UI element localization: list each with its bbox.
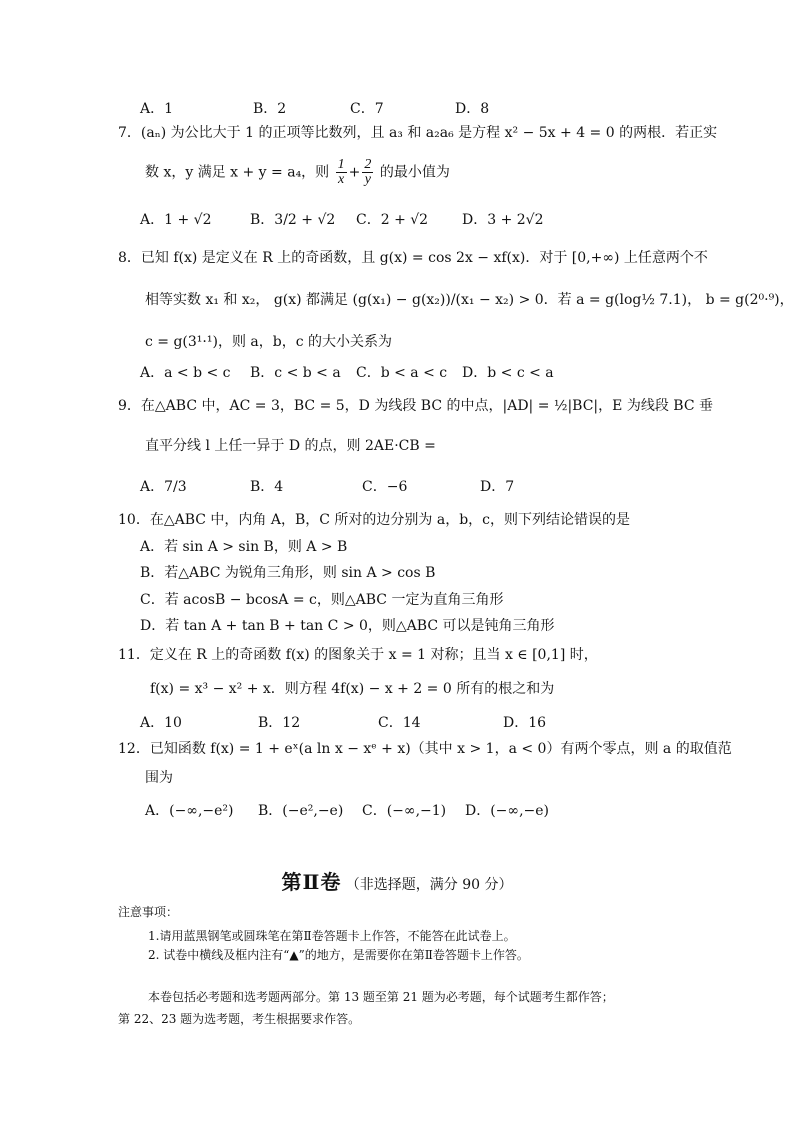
q9-option-d: D．7 [480, 479, 515, 495]
q11-stem-line1: 11．定义在 R 上的奇函数 f(x) 的图象关于 x = 1 对称；且当 x ∈ [0,1] 时， [118, 647, 598, 663]
q9-option-b: B．4 [250, 479, 284, 495]
q7-option-c: C．2 + √2 [356, 212, 429, 228]
q7-option-a: A．1 + √2 [140, 212, 212, 228]
q7-option-d: D．3 + 2√2 [462, 212, 544, 228]
q7-stem-line2-pre: 数 x，y 满足 x + y = a₄，则 [145, 164, 330, 181]
q7-option-b: B．3/2 + √2 [250, 212, 336, 228]
q12-option-a: A．(−∞,−e²) [145, 803, 234, 819]
q12-stem-line1: 12．已知函数 f(x) = 1 + eˣ(a ln x − xᵉ + x)（其中 x > 1，a < 0）有两个零点，则 a 的取值范 [118, 741, 732, 757]
q10-option-c: C．若 acosB − bcosA = c，则△ABC 一定为直角三角形 [140, 592, 504, 608]
q7-stem-line1: 7．(aₙ) 为公比大于 1 的正项等比数列，且 a₃ 和 a₂a₆ 是方程 x² − 5x + 4 = 0 的两根．若正实 [118, 125, 718, 141]
q9-stem-line1: 9．在△ABC 中，AC = 3，BC = 5，D 为线段 BC 的中点，|AD| = ½|BC|，E 为线段 BC 垂 [118, 398, 713, 414]
q11-option-a: A．10 [140, 715, 182, 731]
q7-fraction-1-over-x: $\frac{1}{x}$ [337, 157, 345, 187]
q7-fraction-2-over-y: $\frac{2}{y}$ [364, 157, 372, 187]
q10-option-a: A．若 sin A > sin B，则 A > B [140, 539, 348, 555]
q10-option-d: D．若 tan A + tan B + tan C > 0，则△ABC 可以是钝角三角形 [140, 618, 555, 634]
q10-option-b: B．若△ABC 为锐角三角形，则 sin A > cos B [140, 565, 436, 581]
q9-option-a: A．7/3 [140, 479, 187, 495]
q9-stem-line2: 直平分线 l 上任一异于 D 的点，则 2AE·CB = [145, 438, 436, 454]
q11-option-b: B．12 [258, 715, 301, 731]
section-intro-line1: 本卷包括必考题和选考题两部分。第 13 题至第 21 题为必考题，每个试题考生都作答； [148, 990, 614, 1004]
q8-option-a: A．a < b < c [140, 365, 231, 381]
q9-option-c: C．−6 [362, 479, 408, 495]
q8-option-b: B．c < b < a [250, 365, 341, 381]
notes-heading: 注意事项： [118, 905, 179, 919]
q7-stem-line2: 数 x，y 满足 x + y = a₄，则 $\frac{1}{x}$ + $\frac{2}{y}$ 的最小值为 [145, 157, 450, 187]
q6-option-a: A．1 [140, 101, 174, 117]
q8-option-d: D．b < c < a [462, 365, 554, 381]
q6-option-d: D．8 [455, 101, 490, 117]
q11-option-c: C．14 [378, 715, 421, 731]
q8-stem-line3: c = g(3¹·¹)，则 a，b，c 的大小关系为 [145, 334, 392, 350]
q8-option-c: C．b < a < c [356, 365, 448, 381]
q12-option-b: B．(−e²,−e) [258, 803, 344, 819]
notes-item: 2. 试卷中横线及框内注有“▲”的地方，是需要你在第Ⅱ卷答题卡上作答。 [148, 948, 529, 962]
q8-stem-line2: 相等实数 x₁ 和 x₂， g(x) 都满足 (g(x₁) − g(x₂))/(x₁ − x₂) > 0．若 a = g(log½ 7.1)， b = g(2⁰·⁹)， [145, 292, 794, 308]
section-intro-line2: 第 22、23 题为选考题，考生根据要求作答。 [118, 1012, 361, 1026]
q12-option-d: D．(−∞,−e) [465, 803, 550, 819]
q11-option-d: D．16 [503, 715, 547, 731]
q12-option-c: C．(−∞,−1) [362, 803, 447, 819]
q10-stem: 10．在△ABC 中，内角 A，B，C 所对的边分别为 a，b，c，则下列结论错误的是 [118, 512, 631, 528]
notes-item: 1.请用蓝黑钢笔或圆珠笔在第Ⅱ卷答题卡上作答，不能答在此试卷上。 [148, 929, 516, 943]
q11-stem-line2: f(x) = x³ − x² + x．则方程 4f(x) − x + 2 = 0 所有的根之和为 [150, 681, 555, 697]
q6-option-b: B．2 [253, 101, 287, 117]
q8-stem-line1: 8．已知 f(x) 是定义在 R 上的奇函数，且 g(x) = cos 2x − xf(x)．对于 [0,+∞) 上任意两个不 [118, 250, 708, 266]
section-title-main: 第Ⅱ卷 [281, 870, 342, 894]
section-title-subtitle: （非选择题，满分 90 分） [345, 877, 513, 893]
q6-option-c: C．7 [350, 101, 384, 117]
q12-stem-line2: 围为 [145, 770, 173, 786]
q7-stem-line2-post: 的最小值为 [379, 164, 450, 181]
section-title [0, 866, 794, 895]
